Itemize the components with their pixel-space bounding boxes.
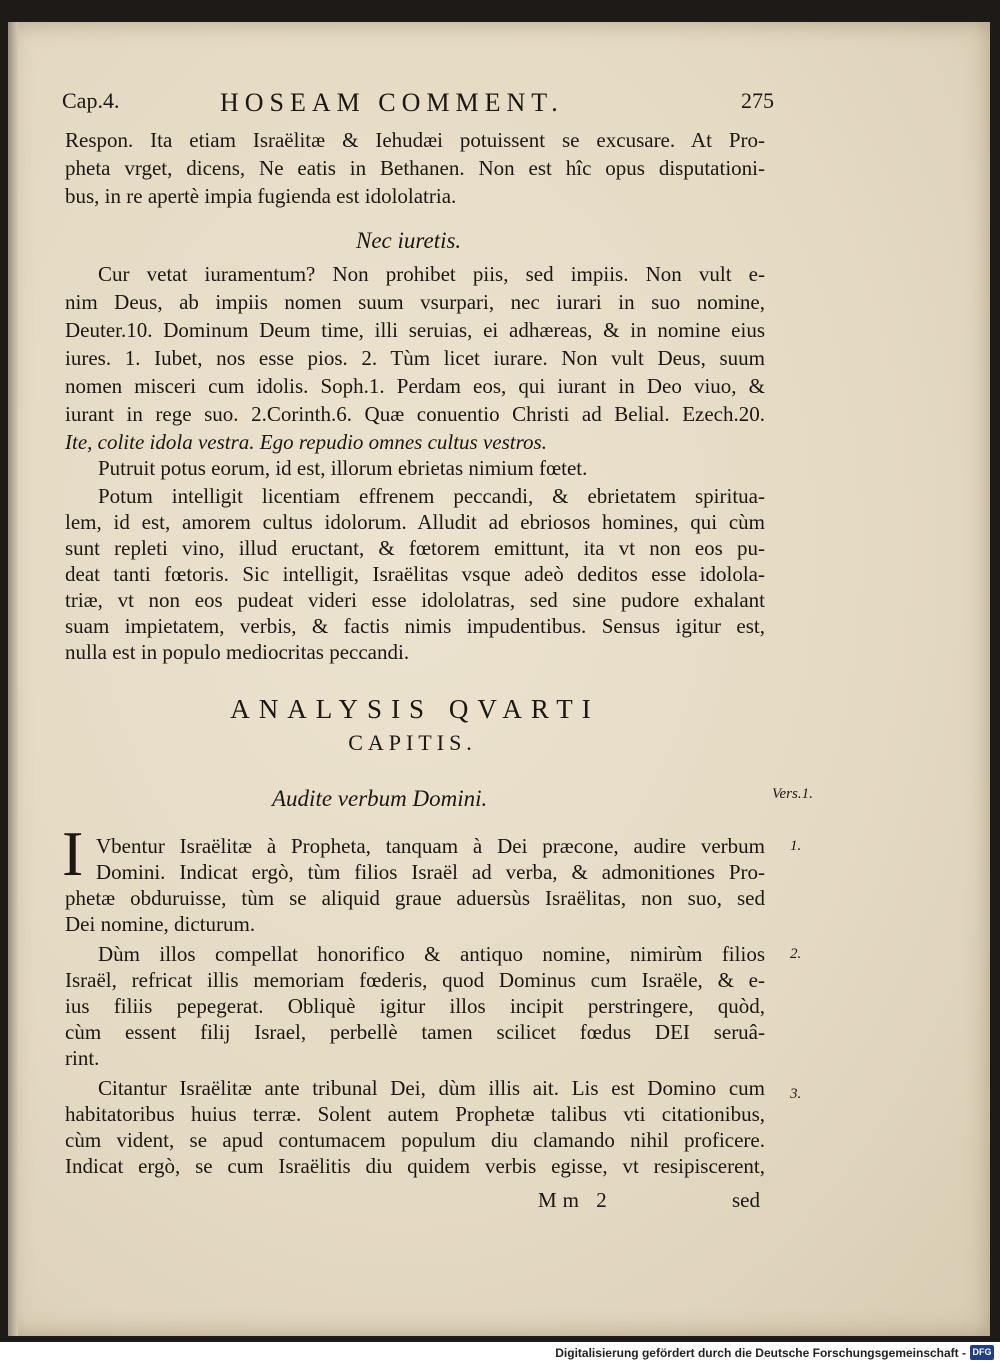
subheading: Audite verbum Domini. xyxy=(272,786,488,811)
text-line: bus, in re apertè impia fugienda est idololatria. xyxy=(65,184,457,208)
text-line: Domini. Indicat ergò, tùm filios Israël ad verba, & admonitiones Pro- xyxy=(96,860,765,884)
text-line: cùm essent filij Israel, perbellè tamen scilicet fœdus DEI seruâ- xyxy=(65,1020,765,1044)
section-title: ANALYSIS QVARTI xyxy=(230,694,600,724)
funding-note: Digitalisierung gefördert durch die Deutsche Forschungsgemeinschaft - xyxy=(555,1346,966,1360)
text-line: Dùm illos compellat honorifico & antiquo nomine, nimirùm filios xyxy=(98,942,765,966)
catchword: sed xyxy=(732,1188,760,1212)
text-line: nomen misceri cum idolis. Soph.1. Perdam eos, qui iurant in Deo viuo, & xyxy=(65,374,765,398)
margin-note: 1. xyxy=(790,838,802,854)
text-line: cùm vident, se apud contumacem populum diu clamando nihil proficere. xyxy=(65,1128,765,1152)
text-line: Indicat ergò, se cum Israëlitis diu quidem verbis egisse, vt resipiscerent, xyxy=(65,1154,765,1178)
text-line: Cur vetat iuramentum? Non prohibet piis, sed impiis. Non vult e- xyxy=(98,262,765,286)
drop-cap: I xyxy=(62,818,84,889)
section-subtitle: CAPITIS. xyxy=(348,730,477,755)
chapter-label: Cap.4. xyxy=(62,88,120,113)
text-line: habitatoribus huius terræ. Solent autem Prophetæ talibus vti citationibus, xyxy=(65,1102,765,1126)
text-line: triæ, vt non eos pudeat videri esse idololatras, sed sine pudore exhalant xyxy=(65,588,765,612)
text-line: iurant in rege suo. 2.Corinth.6. Quæ conuentio Christi ad Belial. Ezech.20. xyxy=(65,402,765,426)
text-line: Citantur Israëlitæ ante tribunal Dei, dùm illis ait. Lis est Domino cum xyxy=(98,1076,765,1100)
text-line: lem, id est, amorem cultus idolorum. Alludit ad ebriosos homines, qui cùm xyxy=(65,510,765,534)
margin-note: 2. xyxy=(790,946,802,962)
margin-note: Vers.1. xyxy=(772,786,813,802)
footer-bar xyxy=(0,1342,1000,1364)
text-line: iures. 1. Iubet, nos esse pios. 2. Tùm licet iurare. Non vult Deus, suum xyxy=(65,346,765,370)
signature-mark: Mm 2 xyxy=(538,1188,613,1212)
text-line: nulla est in populo mediocritas peccandi. xyxy=(65,640,410,664)
text-line: rint. xyxy=(65,1046,100,1070)
text-line: pheta vrget, dicens, Ne eatis in Bethanen. Non est hîc opus disputationi- xyxy=(65,156,765,180)
text-line: suam impietatem, verbis, & factis nimis impudentibus. Sensus igitur est, xyxy=(65,614,765,638)
subheading: Nec iuretis. xyxy=(356,228,462,253)
text-line: Deuter.10. Dominum Deum time, illi seruias, ei adhæreas, & in nomine eius xyxy=(65,318,765,342)
running-head xyxy=(62,88,774,118)
text-line: Israël, refricat illis memoriam fœderis, quod Dominus cum Israële, & e- xyxy=(65,968,765,992)
text-line: deat tanti fœtoris. Sic intelligit, Israëlitas vsque adeò deditos esse idolola- xyxy=(65,562,765,586)
text-line: Potum intelligit licentiam effrenem peccandi, & ebrietatem spiritua- xyxy=(98,484,765,508)
text-line: sunt repleti vino, illud eructant, & fœtorem emittunt, ita vt non eos pu- xyxy=(65,536,765,560)
running-title: HOSEAM COMMENT. xyxy=(220,88,564,117)
page-edge xyxy=(8,22,18,1336)
text-line: Putruit potus eorum, id est, illorum ebrietas nimium fœtet. xyxy=(98,456,588,480)
text-line: Vbentur Israëlitæ à Propheta, tanquam à Dei præcone, audire verbum xyxy=(96,834,765,858)
text-line: ius filiis pepegerat. Obliquè igitur illos incipit perstringere, quòd, xyxy=(65,994,765,1018)
page-number: 275 xyxy=(741,88,774,113)
text-line: Ite, colite idola vestra. Ego repudio omnes cultus vestros. xyxy=(65,430,547,454)
dfg-logo-icon: DFG xyxy=(970,1345,994,1360)
text-line: phetæ obduruisse, tùm se aliquid graue aduersùs Israëlitas, non suo, sed xyxy=(65,886,765,910)
margin-note: 3. xyxy=(790,1086,802,1102)
text-line: nim Deus, ab impiis nomen suum vsurpari, nec iurari in suo nomine, xyxy=(65,290,765,314)
text-line: Dei nomine, dicturum. xyxy=(65,912,256,936)
text-line: Respon. Ita etiam Israëlitæ & Iehudæi potuissent se excusare. At Pro- xyxy=(65,128,765,152)
